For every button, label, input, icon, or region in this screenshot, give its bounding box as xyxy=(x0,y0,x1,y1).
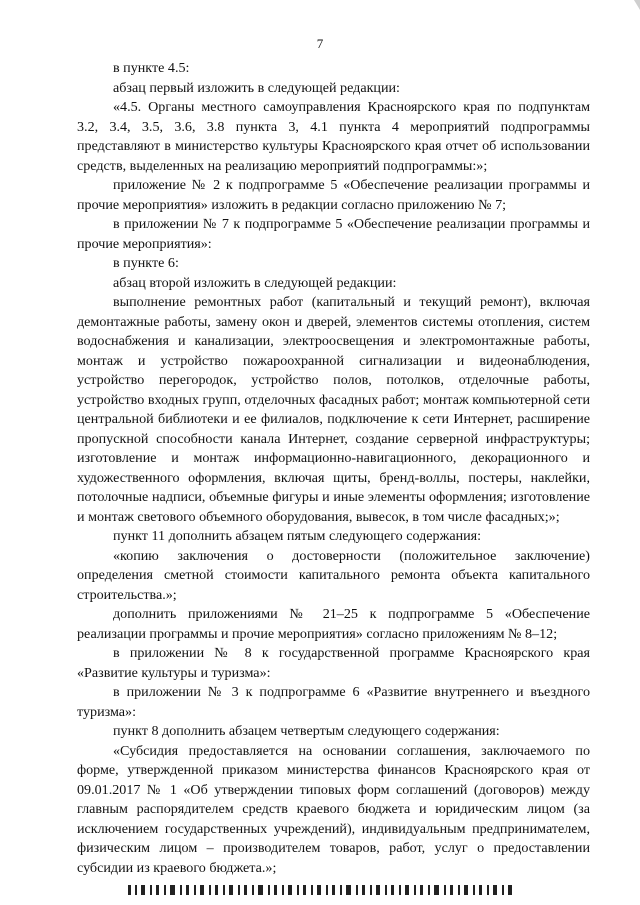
paragraph-9: пункт 11 дополнить абзацем пятым следующего содержания: xyxy=(113,528,482,544)
paragraph-14: пункт 8 дополнить абзацем четвертым следующего содержания: xyxy=(113,723,500,739)
paragraph-13: в приложении № 3 к подпрограмме 6 «Развитие внутреннего и въездного туризма»: xyxy=(77,684,590,720)
paragraph-4: приложение № 2 к подпрограмме 5 «Обеспечение реализации программы и прочие мероприятия» изложить в редакции согласно приложению № 7; xyxy=(77,177,590,213)
paragraph-12: в приложении № 8 к государственной программе Красноярского края «Развитие культуры и туризма»: xyxy=(77,645,590,681)
paragraph-5: в приложении № 7 к подпрограмме 5 «Обеспечение реализации программы и прочие мероприятия»: xyxy=(77,216,590,252)
paragraph-6: в пункте 6: xyxy=(113,255,179,271)
paragraph-11: дополнить приложениями № 21–25 к подпрограмме 5 «Обеспечение реализации программы и прочие мероприятия» согласно приложениям № 8–12; xyxy=(77,606,590,642)
page-number: 7 xyxy=(316,36,324,51)
paragraph-15: «Субсидия предоставляется на основании соглашения, заключаемого по форме, утвержденной приказом министерства финансов Красноярского края от 09.01.2017 № 1 «Об утверждении типовых форм соглашений (договоров) между главным распорядителем средств краевого бюджета и юридическим лицом (за исключением государственных учреждений), индивидуальным предпринимателем, физическим лицом – производителем товаров, работ, услуг о предоставлении субсидии из краевого бюджета.»; xyxy=(77,742,590,876)
paragraph-10: «копию заключения о достоверности (положительное заключение) определения сметной стоимости капитального ремонта объекта капитального строительства.»; xyxy=(77,547,590,603)
paragraph-1: в пункте 4.5: xyxy=(113,60,190,76)
footer-barcode-mark xyxy=(128,885,512,895)
paragraph-7: абзац второй изложить в следующей редакции: xyxy=(113,274,397,291)
corner-scan-mark xyxy=(632,0,640,10)
paragraph-2: абзац первый изложить в следующей редакции: xyxy=(113,79,400,96)
paragraph-3: «4.5. Органы местного самоуправления Красноярского края по подпунктам 3.2, 3.4, 3.5, 3.6, 3.8 пункта 3, 4.1 пункта 4 мероприятий подпрограммы представляют в министерство культуры Красноярского края отчет об использовании средств, выделенных на реализацию мероприятий подпрограммы:»; xyxy=(77,99,590,174)
paragraph-8: выполнение ремонтных работ (капитальный и текущий ремонт), включая демонтажные работы, замену окон и дверей, элементов системы отопления, систем водоснабжения и канализации, электроосвещения и электромонтажные работы, монтаж и устройство пожароохранной сигнализации и видеонаблюдения, устройство перегородок, устройство полов, потолков, отделочные работы, устройство входных групп, отделочных фасадных работ; монтаж компьютерной сети центральной библиотеки и ее филиалов, подключение к сети Интернет, расширение пропускной способности канала Интернет, создание серверной инфраструктуры; изготовление и монтаж информационно-навигационного, декорационного и художественного оформления, включая щиты, бренд-воллы, постеры, наклейки, потолочные надписи, объемные фигуры и иные элементы оформления; изготовление и монтаж светового объемного оборудования, вывесок, в том числе фасадных;»; xyxy=(77,294,590,525)
document-body xyxy=(77,59,590,878)
